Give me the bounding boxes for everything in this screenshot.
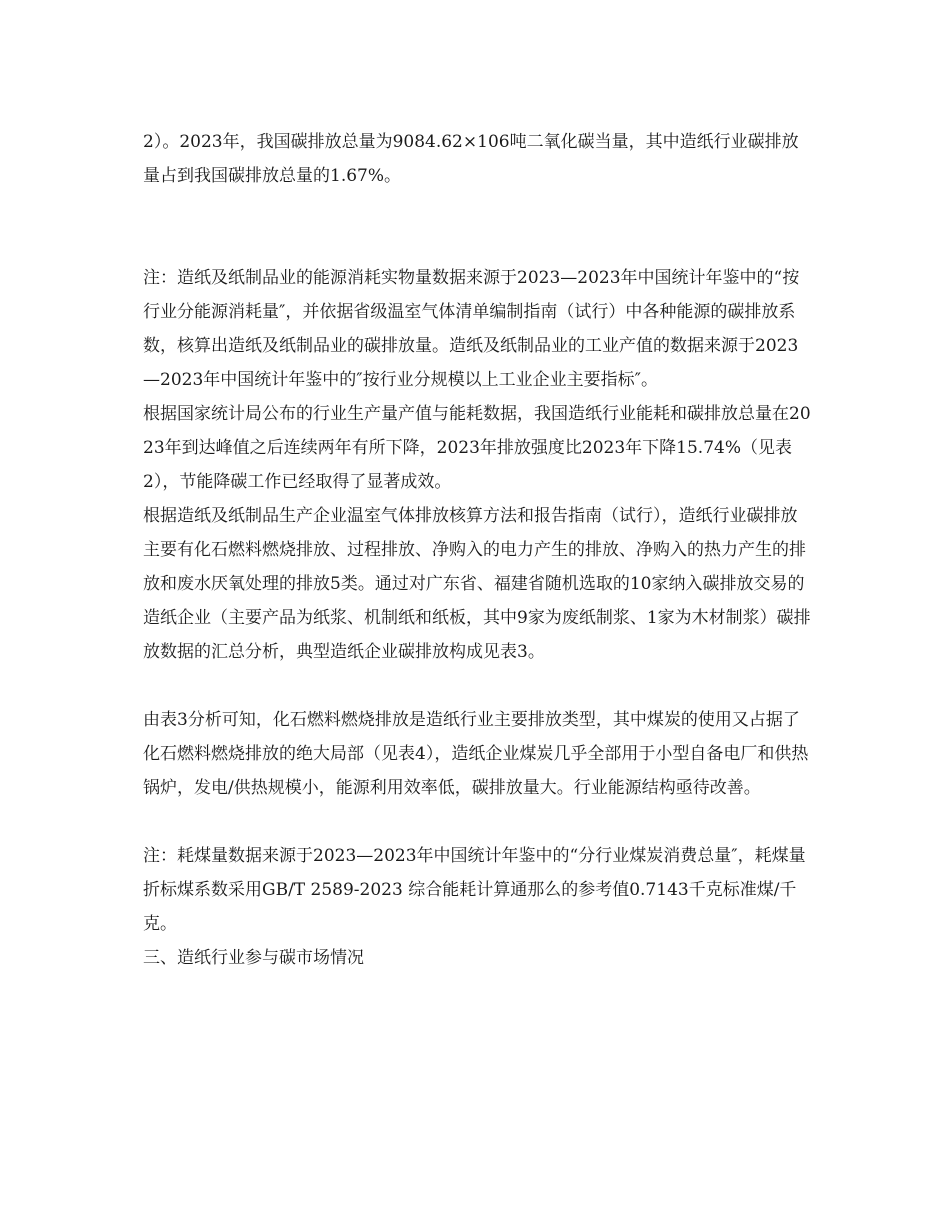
paragraph-spacer [143,669,811,703]
paragraph-emission-composition: 根据造纸及纸制品生产企业温室气体排放核算方法和报告指南（试行），造纸行业碳排放主要有化石燃料燃烧排放、过程排放、净购入的电力产生的排放、净购入的热力产生的排放和废水厌氧处理的排放5类。通过对广东省、福建省随机选取的10家纳入碳排放交易的造纸企业（主要产品为纸浆、机制纸和纸板，其中9家为废纸制浆、1家为木材制浆）碳排放数据的汇总分析，典型造纸企业碳排放构成见表3。 [143,506,811,662]
paragraph-emissions-total: 2）。2023年，我国碳排放总量为9084.62×106吨二氧化碳当量，其中造纸行业碳排放量占到我国碳排放总量的1.67%。 [143,132,799,186]
section-heading-carbon-market: 三、造纸行业参与碳市场情况 [143,948,364,968]
document-body [143,125,811,975]
paragraph-emission-trend: 根据国家统计局公布的行业生产量产值与能耗数据，我国造纸行业能耗和碳排放总量在2023年到达峰值之后连续两年有所下降，2023年排放强度比2023年下降15.74%（见表2），节能降碳工作已经取得了显著成效。 [143,404,811,492]
paragraph-spacer [143,227,811,261]
paragraph-note-coal-data: 注：耗煤量数据来源于2023—2023年中国统计年鉴中的“分行业煤炭消费总量″，耗煤量折标煤系数采用GB/T 2589-2023 综合能耗计算通那么的参考值0.7143千克标准煤/千克。 [143,846,806,934]
paragraph-spacer [143,805,811,839]
paragraph-spacer [143,193,811,227]
paragraph-note-energy-data: 注：造纸及纸制品业的能源消耗实物量数据来源于2023—2023年中国统计年鉴中的“按行业分能源消耗量″，并依据省级温室气体清单编制指南（试行）中各种能源的碳排放系数，核算出造纸及纸制品业的碳排放量。造纸及纸制品业的工业产值的数据来源于2023—2023年中国统计年鉴中的″按行业分规模以上工业企业主要指标″。 [143,268,800,390]
paragraph-table3-analysis: 由表3分析可知，化石燃料燃烧排放是造纸行业主要排放类型，其中煤炭的使用又占据了化石燃料燃烧排放的绝大局部（见表4），造纸企业煤炭几乎全部用于小型自备电厂和供热锅炉，发电/供热规模小，能源利用效率低，碳排放量大。行业能源结构亟待改善。 [143,710,809,798]
